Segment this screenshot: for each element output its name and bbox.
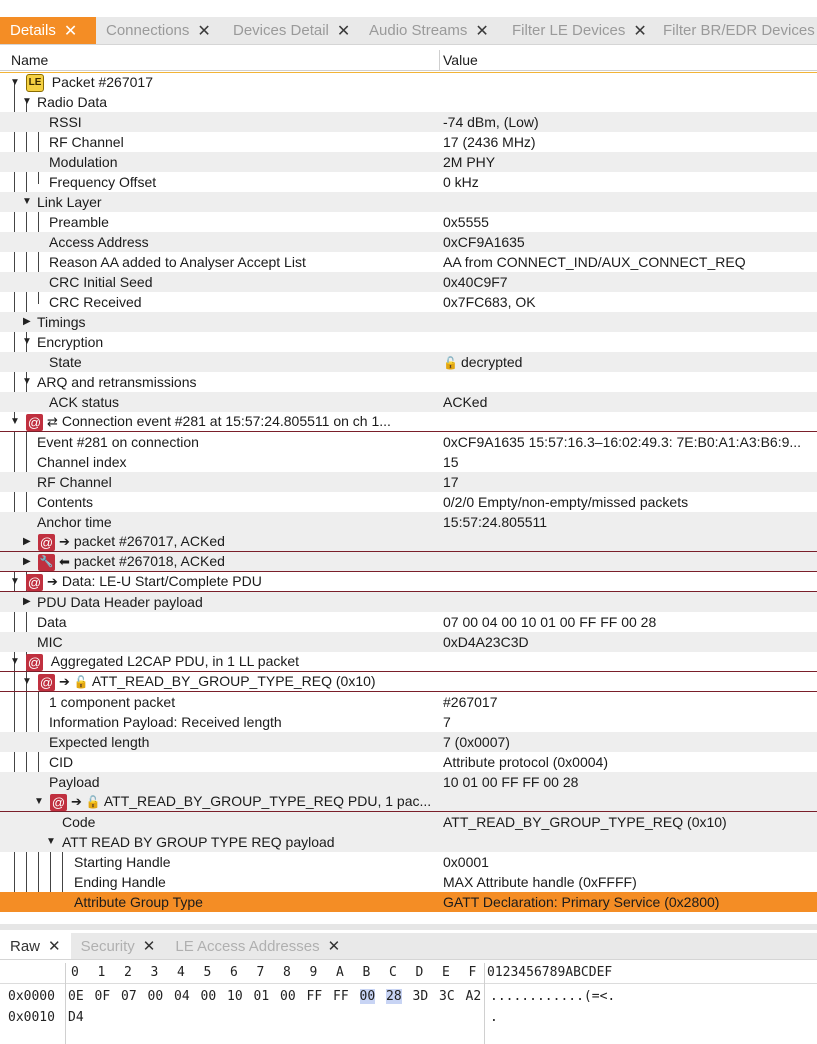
- expanded-caret-icon[interactable]: ▼: [22, 96, 32, 107]
- row-value: 17 (2436 MHz): [443, 134, 536, 150]
- tree-row[interactable]: [0, 212, 817, 232]
- wrench-icon: 🔧: [38, 554, 55, 571]
- row-value: 0x0001: [443, 854, 489, 870]
- tree-row[interactable]: [0, 752, 817, 772]
- row-label: Ending Handle: [74, 874, 166, 890]
- row-text: packet #267017, ACKed: [73, 533, 225, 549]
- hex-byte[interactable]: 3C: [439, 989, 455, 1004]
- close-icon[interactable]: ✕: [197, 22, 211, 40]
- row-label: Link Layer: [37, 194, 102, 210]
- row-text: Packet #267017: [51, 74, 153, 90]
- at-badge-icon: @: [39, 674, 54, 690]
- tab-label: Connections: [106, 22, 190, 39]
- expanded-caret-icon[interactable]: ▼: [46, 836, 56, 847]
- row-value: MAX Attribute handle (0xFFFF): [443, 874, 637, 890]
- row-value: 0x40C9F7: [443, 274, 508, 290]
- close-icon[interactable]: ✕: [48, 938, 61, 955]
- row-label: Payload: [49, 774, 100, 790]
- collapsed-caret-icon[interactable]: ▶: [23, 536, 31, 547]
- close-icon[interactable]: ✕: [475, 22, 489, 40]
- row-value: ACKed: [443, 394, 488, 410]
- hex-column-header: 7: [256, 965, 265, 980]
- row-label: Expected length: [49, 734, 150, 750]
- row-value: 0x5555: [443, 214, 489, 230]
- tree-row-packet[interactable]: [0, 72, 817, 92]
- tab-security[interactable]: [71, 933, 166, 959]
- row-text: ATT_READ_BY_GROUP_TYPE_REQ PDU, 1 pac...: [103, 793, 432, 809]
- row-value: 10 01 00 FF FF 00 28: [443, 774, 579, 790]
- row-label: Contents: [37, 494, 94, 510]
- row-label: [26, 413, 391, 431]
- tree-row-packet-link[interactable]: [0, 532, 817, 552]
- row-value: AA from CONNECT_IND/AUX_CONNECT_REQ: [443, 254, 746, 270]
- tab-label: LE Access Addresses: [175, 937, 320, 955]
- hex-column-header: F: [468, 965, 477, 980]
- hex-byte[interactable]: 00: [359, 989, 376, 1004]
- tree-row[interactable]: [0, 732, 817, 752]
- expanded-caret-icon[interactable]: ▼: [10, 576, 20, 587]
- tree-row[interactable]: [0, 372, 817, 392]
- close-icon[interactable]: ✕: [142, 938, 156, 955]
- row-label: Anchor time: [37, 514, 112, 530]
- tab-label: Filter BR/EDR Devices: [663, 22, 815, 39]
- right-arrow-icon: ➔: [59, 674, 70, 690]
- column-divider[interactable]: [439, 50, 440, 70]
- hex-column-header: 5: [203, 965, 212, 980]
- row-value: GATT Declaration: Primary Service (0x2800): [443, 894, 720, 910]
- unlocked-icon: 🔓: [85, 795, 101, 810]
- tree-row[interactable]: [0, 812, 817, 832]
- row-label: ACK status: [49, 394, 120, 410]
- row-label: Timings: [37, 314, 86, 330]
- expanded-caret-icon[interactable]: ▼: [22, 676, 32, 687]
- hex-byte[interactable]: 01: [253, 989, 270, 1004]
- at-badge-icon: @: [27, 574, 42, 590]
- column-header-name[interactable]: Name: [11, 52, 49, 68]
- hex-byte[interactable]: 10: [227, 989, 243, 1004]
- top-tab-bar: [0, 17, 817, 45]
- row-label: ATT READ BY GROUP TYPE REQ payload: [62, 834, 335, 850]
- row-label: [50, 793, 431, 811]
- row-label: Attribute Group Type: [74, 894, 203, 910]
- close-icon[interactable]: ✕: [336, 22, 351, 40]
- ascii-header: 0123456789ABCDEF: [487, 965, 613, 980]
- tree-row[interactable]: [0, 772, 817, 792]
- right-arrow-icon: ➔: [47, 574, 58, 590]
- hex-offset: 0x0000: [8, 989, 55, 1004]
- hex-byte[interactable]: 0E: [68, 989, 84, 1004]
- tree-row[interactable]: [0, 252, 817, 272]
- row-label: Radio Data: [37, 94, 108, 110]
- row-value: 0 kHz: [443, 174, 479, 190]
- hex-byte[interactable]: 0F: [94, 989, 111, 1004]
- tree-row[interactable]: [0, 452, 817, 472]
- expanded-caret-icon[interactable]: ▼: [34, 796, 44, 807]
- row-value: 7 (0x0007): [443, 734, 510, 750]
- row-text: packet #267018, ACKed: [73, 553, 225, 569]
- hex-header: [0, 963, 817, 984]
- hex-byte[interactable]: A2: [465, 989, 482, 1004]
- expanded-caret-icon[interactable]: ▼: [22, 196, 32, 207]
- row-text: ATT_READ_BY_GROUP_TYPE_REQ (0x10): [91, 673, 376, 689]
- at-badge-icon: @: [39, 534, 54, 550]
- tab-filter-bredr-devices[interactable]: [653, 17, 817, 44]
- row-label: Modulation: [49, 154, 118, 170]
- right-arrow-icon: ➔: [71, 794, 82, 810]
- tab-raw[interactable]: [0, 933, 71, 959]
- tab-details[interactable]: [0, 17, 96, 44]
- hex-byte[interactable]: 07: [121, 989, 137, 1004]
- tree-row-att-request[interactable]: [0, 672, 817, 692]
- expanded-caret-icon[interactable]: ▼: [22, 336, 32, 347]
- hex-divider: [65, 963, 66, 1044]
- hex-column-header: E: [442, 965, 450, 980]
- packet-tree: [0, 72, 817, 912]
- hex-ascii[interactable]: ............(=<.: [490, 989, 616, 1004]
- hex-column-header: C: [389, 965, 397, 980]
- row-label: CRC Received: [49, 294, 142, 310]
- tree-row[interactable]: [0, 472, 817, 492]
- collapsed-caret-icon[interactable]: ▶: [23, 596, 31, 607]
- hex-byte[interactable]: 28: [386, 989, 402, 1004]
- tree-row[interactable]: [0, 332, 817, 352]
- le-badge-icon: LE: [26, 74, 44, 92]
- tree-row[interactable]: [0, 152, 817, 172]
- row-value: 15: [443, 454, 459, 470]
- hex-ascii[interactable]: .: [490, 1010, 498, 1025]
- right-arrow-icon: ➔: [59, 534, 70, 550]
- row-label: 1 component packet: [49, 694, 176, 710]
- tree-row[interactable]: [0, 192, 817, 212]
- row-value: 07 00 04 00 10 01 00 FF FF 00 28: [443, 614, 657, 630]
- row-label: Preamble: [49, 214, 109, 230]
- hex-byte[interactable]: 00: [147, 989, 164, 1004]
- row-value: #267017: [443, 694, 498, 710]
- row-value: 7: [443, 714, 451, 730]
- tree-row[interactable]: [0, 92, 817, 112]
- tab-le-access-addresses[interactable]: [165, 933, 350, 959]
- tree-row-selected[interactable]: [0, 892, 817, 912]
- hex-column-header: A: [336, 965, 344, 980]
- tree-row[interactable]: [0, 692, 817, 712]
- tab-devices-detail[interactable]: [223, 17, 359, 44]
- row-label: [38, 673, 376, 691]
- row-label: [38, 533, 225, 551]
- hex-column-header: 4: [177, 965, 185, 980]
- row-label: Data: [37, 614, 67, 630]
- tree-row[interactable]: [0, 852, 817, 872]
- expanded-caret-icon[interactable]: ▼: [10, 77, 20, 88]
- tree-row-l2cap[interactable]: [0, 652, 817, 672]
- hex-byte[interactable]: 3D: [412, 989, 429, 1004]
- pane-splitter[interactable]: [0, 924, 817, 930]
- row-label: Information Payload: Received length: [49, 714, 282, 730]
- row-value: 0xCF9A1635 15:57:16.3–16:02:49.3: 7E:B0:A1:A3:B6:9...: [443, 434, 802, 450]
- row-label: Access Address: [49, 234, 149, 250]
- tree-row[interactable]: [0, 292, 817, 312]
- hex-byte[interactable]: 04: [174, 989, 190, 1004]
- unlocked-icon: 🔓: [443, 356, 458, 371]
- row-label: Code: [62, 814, 96, 830]
- close-icon[interactable]: ✕: [327, 938, 341, 955]
- swap-arrows-icon: ⇄: [47, 414, 58, 430]
- tree-row[interactable]: [0, 632, 817, 652]
- row-text: Data: LE-U Start/Complete PDU: [61, 573, 262, 589]
- hex-column-header: 9: [309, 965, 318, 980]
- expanded-caret-icon[interactable]: ▼: [22, 376, 32, 387]
- row-value: -74 dBm, (Low): [443, 114, 539, 130]
- tab-label: Security: [80, 937, 135, 955]
- tree-row[interactable]: [0, 392, 817, 412]
- hex-byte[interactable]: FF: [333, 989, 349, 1004]
- row-value: 17: [443, 474, 459, 490]
- row-label: RSSI: [49, 114, 82, 130]
- hex-column-header: 8: [283, 965, 291, 980]
- tree-row[interactable]: [0, 132, 817, 152]
- row-value-text: decrypted: [460, 354, 523, 370]
- unlocked-icon: 🔓: [73, 675, 89, 690]
- hex-column-header: 3: [150, 965, 159, 980]
- tree-row[interactable]: [0, 612, 817, 632]
- row-label: Channel index: [37, 454, 127, 470]
- at-badge-icon: @: [27, 654, 42, 670]
- collapsed-caret-icon[interactable]: ▶: [23, 556, 31, 567]
- row-label: RF Channel: [49, 134, 124, 150]
- row-value: 15:57:24.805511: [443, 514, 548, 530]
- collapsed-caret-icon[interactable]: ▶: [23, 316, 31, 327]
- hex-column-header: D: [415, 965, 424, 980]
- row-label: Starting Handle: [74, 854, 171, 870]
- tree-row[interactable]: [0, 432, 817, 452]
- tree-row-data-pdu[interactable]: [0, 572, 817, 592]
- tab-label: Details: [10, 22, 56, 39]
- tab-label: Raw: [10, 937, 41, 955]
- row-value: 0x7FC683, OK: [443, 294, 536, 310]
- row-label: MIC: [37, 634, 63, 650]
- close-icon[interactable]: ✕: [63, 22, 78, 40]
- hex-column-header: 1: [97, 965, 106, 980]
- row-value: 0xCF9A1635: [443, 234, 525, 250]
- hex-byte[interactable]: D4: [68, 1010, 84, 1025]
- row-value: 2M PHY: [443, 154, 496, 170]
- row-label: Reason AA added to Analyser Accept List: [49, 254, 306, 270]
- row-label: CRC Initial Seed: [49, 274, 153, 290]
- row-label: [26, 653, 299, 671]
- tree-row-packet-link[interactable]: [0, 552, 817, 572]
- expanded-caret-icon[interactable]: ▼: [10, 656, 20, 667]
- row-label: CID: [49, 754, 74, 770]
- tree-row[interactable]: [0, 712, 817, 732]
- row-label: Encryption: [37, 334, 104, 350]
- row-value: [443, 354, 522, 370]
- tab-filter-le-devices[interactable]: [502, 17, 653, 44]
- tree-row[interactable]: [0, 272, 817, 292]
- hex-column-header: 6: [230, 965, 238, 980]
- hex-view[interactable]: [0, 963, 817, 1044]
- tab-label: Audio Streams: [369, 22, 468, 39]
- row-value: 0xD4A23C3D: [443, 634, 529, 650]
- row-label: [38, 553, 225, 571]
- tab-audio-streams[interactable]: [359, 17, 502, 44]
- row-value: 0/2/0 Empty/non-empty/missed packets: [443, 494, 689, 510]
- tab-connections[interactable]: [96, 17, 223, 44]
- expanded-caret-icon[interactable]: ▼: [10, 416, 20, 427]
- row-label: RF Channel: [37, 474, 112, 490]
- hex-byte[interactable]: 00: [280, 989, 296, 1004]
- tree-row[interactable]: [0, 232, 817, 252]
- tree-row[interactable]: [0, 352, 817, 372]
- row-label: [26, 74, 153, 92]
- tree-row[interactable]: [0, 592, 817, 612]
- at-badge-icon: @: [27, 414, 42, 430]
- tab-label: Devices Detail: [233, 22, 329, 39]
- hex-column-header: 0: [71, 965, 79, 980]
- hex-column-header: 2: [124, 965, 132, 980]
- row-text: Aggregated L2CAP PDU, in 1 LL packet: [50, 653, 300, 669]
- row-text: Connection event #281 at 15:57:24.805511 on ch 1...: [61, 413, 391, 429]
- hex-offset: 0x0010: [8, 1010, 55, 1025]
- row-label: PDU Data Header payload: [37, 594, 203, 610]
- tree-row-att-pdu[interactable]: [0, 792, 817, 812]
- hex-byte[interactable]: 00: [200, 989, 217, 1004]
- hex-column-header: B: [362, 965, 371, 980]
- tree-row[interactable]: [0, 172, 817, 192]
- tree-row[interactable]: [0, 112, 817, 132]
- row-value: ATT_READ_BY_GROUP_TYPE_REQ (0x10): [443, 814, 727, 830]
- row-label: ARQ and retransmissions: [37, 374, 197, 390]
- left-arrow-icon: ⬅: [59, 554, 70, 570]
- row-label: Frequency Offset: [49, 174, 157, 190]
- column-header-value[interactable]: Value: [443, 52, 478, 68]
- tree-row[interactable]: [0, 492, 817, 512]
- hex-divider: [484, 963, 485, 1044]
- tree-row[interactable]: [0, 832, 817, 852]
- at-badge-icon: @: [51, 794, 66, 810]
- tree-row[interactable]: [0, 312, 817, 332]
- row-label: [26, 573, 262, 591]
- tree-header: [0, 50, 817, 71]
- bottom-tab-bar: [0, 933, 817, 960]
- tree-row[interactable]: [0, 872, 817, 892]
- row-label: Event #281 on connection: [37, 434, 199, 450]
- tab-label: Filter LE Devices: [512, 22, 626, 39]
- tree-row-connection-event[interactable]: [0, 412, 817, 432]
- row-value: Attribute protocol (0x0004): [443, 754, 608, 770]
- tree-row[interactable]: [0, 512, 817, 532]
- hex-byte[interactable]: FF: [306, 989, 323, 1004]
- row-label: State: [49, 354, 82, 370]
- close-icon[interactable]: ✕: [633, 22, 647, 40]
